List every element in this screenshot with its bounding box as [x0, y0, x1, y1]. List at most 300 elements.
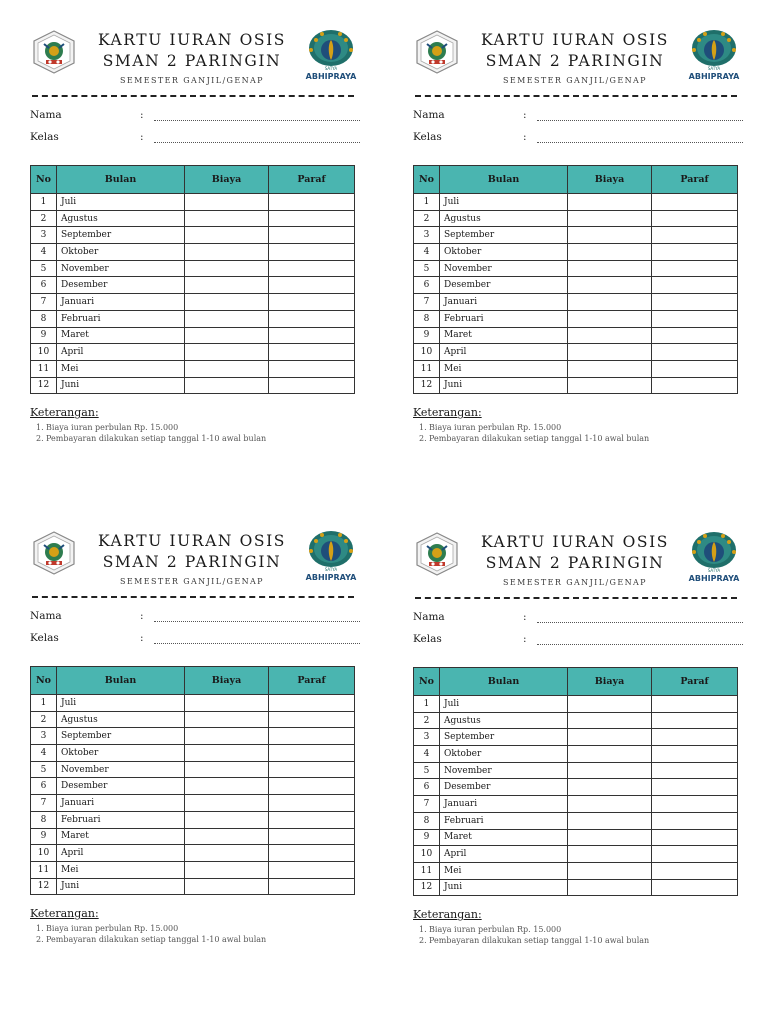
row-month: Oktober [57, 244, 185, 261]
row-biaya-cell[interactable] [568, 746, 652, 763]
row-biaya-cell[interactable] [568, 310, 652, 327]
row-biaya-cell[interactable] [185, 327, 269, 344]
row-number: 7 [31, 294, 57, 311]
row-biaya-cell[interactable] [568, 696, 652, 713]
nama-blank-line[interactable] [154, 120, 360, 121]
keterangan-item [413, 422, 669, 433]
header-biaya: Biaya [185, 166, 269, 194]
keterangan-item [30, 934, 286, 945]
row-biaya-cell[interactable] [568, 729, 652, 746]
field-kelas [30, 127, 360, 147]
row-number: 8 [31, 811, 57, 828]
row-number: 1 [414, 696, 440, 713]
table-row [414, 829, 738, 846]
row-number: 10 [414, 344, 440, 361]
table-row [31, 728, 355, 745]
row-month: Desember [57, 277, 185, 294]
row-biaya-cell[interactable] [185, 227, 269, 244]
row-number: 4 [31, 244, 57, 261]
field-nama [30, 606, 360, 626]
field-kelas [413, 127, 743, 147]
table-row [414, 712, 738, 729]
header-paraf: Paraf [269, 166, 355, 194]
row-biaya-cell[interactable] [185, 878, 269, 895]
logo-satya-text: SATYA [324, 66, 338, 71]
row-biaya-cell[interactable] [185, 745, 269, 762]
row-biaya-cell[interactable] [568, 779, 652, 796]
row-biaya-cell[interactable] [568, 762, 652, 779]
row-biaya-cell[interactable] [568, 712, 652, 729]
satya-abhipraya-logo-icon [685, 530, 743, 586]
identity-fields [30, 606, 360, 648]
row-paraf-cell[interactable] [269, 260, 355, 277]
row-number: 7 [31, 795, 57, 812]
kelas-blank-line[interactable] [537, 644, 743, 645]
row-paraf-cell[interactable] [269, 310, 355, 327]
row-number: 2 [31, 711, 57, 728]
row-paraf-cell[interactable] [652, 210, 738, 227]
card-header [30, 527, 360, 591]
row-number: 6 [414, 779, 440, 796]
row-paraf-cell[interactable] [269, 811, 355, 828]
field-label: Nama [30, 610, 62, 622]
row-paraf-cell[interactable] [652, 796, 738, 813]
row-paraf-cell[interactable] [269, 695, 355, 712]
nama-blank-line[interactable] [537, 120, 743, 121]
keterangan-number: 1. [36, 924, 44, 934]
row-paraf-cell[interactable] [269, 828, 355, 845]
table-row [31, 260, 355, 277]
row-paraf-cell[interactable] [269, 745, 355, 762]
row-number: 12 [31, 878, 57, 895]
row-paraf-cell[interactable] [269, 194, 355, 211]
table-row [414, 812, 738, 829]
row-biaya-cell[interactable] [568, 862, 652, 879]
table-row [414, 729, 738, 746]
row-biaya-cell[interactable] [185, 861, 269, 878]
logo-satya-text: SATYA [324, 567, 338, 572]
row-biaya-cell[interactable] [185, 377, 269, 394]
kelas-blank-line[interactable] [154, 643, 360, 644]
row-paraf-cell[interactable] [269, 711, 355, 728]
satya-abhipraya-logo-icon [302, 529, 360, 585]
payment-table [30, 666, 355, 895]
header-bulan: Bulan [57, 166, 185, 194]
dashed-separator [415, 95, 737, 97]
row-biaya-cell[interactable] [568, 796, 652, 813]
row-number: 11 [31, 861, 57, 878]
table-row [414, 377, 738, 394]
row-month: Februari [57, 310, 185, 327]
row-paraf-cell[interactable] [652, 829, 738, 846]
logo-abhipraya-text: ABHIPRAYA [305, 573, 357, 582]
row-paraf-cell[interactable] [652, 260, 738, 277]
row-number: 3 [414, 729, 440, 746]
row-number: 1 [31, 194, 57, 211]
row-month: Januari [440, 294, 568, 311]
row-number: 3 [414, 227, 440, 244]
keterangan-title: Keterangan: [413, 406, 482, 420]
row-biaya-cell[interactable] [568, 294, 652, 311]
row-biaya-cell[interactable] [185, 761, 269, 778]
row-month: Juni [440, 377, 568, 394]
keterangan-text: Pembayaran dilakukan setiap tanggal 1-10 awal bulan [46, 935, 267, 945]
title-line-2: SMAN 2 PARINGIN [102, 553, 282, 571]
row-month: April [440, 846, 568, 863]
row-month: Maret [440, 829, 568, 846]
header-biaya: Biaya [568, 668, 652, 696]
row-biaya-cell[interactable] [568, 377, 652, 394]
dashed-separator [32, 596, 354, 598]
row-paraf-cell[interactable] [652, 244, 738, 261]
row-month: Desember [440, 277, 568, 294]
row-biaya-cell[interactable] [185, 728, 269, 745]
table-row [414, 310, 738, 327]
row-biaya-cell[interactable] [185, 360, 269, 377]
field-label: Nama [30, 109, 62, 121]
school-emblem-icon [32, 531, 76, 575]
identity-fields [30, 105, 360, 147]
row-paraf-cell[interactable] [269, 210, 355, 227]
row-number: 9 [31, 327, 57, 344]
table-header-row [414, 668, 738, 696]
payment-table [413, 165, 738, 394]
keterangan-text: Pembayaran dilakukan setiap tanggal 1-10 awal bulan [46, 434, 267, 444]
semester-label: SEMESTER GANJIL/GENAP [120, 577, 264, 586]
row-number: 4 [31, 745, 57, 762]
table-row [414, 762, 738, 779]
card-header [413, 528, 743, 592]
row-number: 8 [31, 310, 57, 327]
row-month: November [440, 260, 568, 277]
row-month: Juli [440, 696, 568, 713]
table-header-row [31, 667, 355, 695]
table-row [414, 227, 738, 244]
row-paraf-cell[interactable] [652, 360, 738, 377]
row-month: Juni [440, 879, 568, 896]
keterangan-number: 1. [36, 423, 44, 433]
table-row [414, 294, 738, 311]
row-paraf-cell[interactable] [269, 728, 355, 745]
table-row [31, 878, 355, 895]
row-paraf-cell[interactable] [269, 878, 355, 895]
header-no: No [31, 667, 57, 695]
field-colon: : [140, 109, 144, 121]
row-paraf-cell[interactable] [652, 879, 738, 896]
row-number: 10 [414, 846, 440, 863]
semester-label: SEMESTER GANJIL/GENAP [503, 76, 647, 85]
row-biaya-cell[interactable] [185, 778, 269, 795]
row-paraf-cell[interactable] [652, 846, 738, 863]
row-number: 12 [414, 377, 440, 394]
kelas-blank-line[interactable] [537, 142, 743, 143]
card-header [413, 26, 743, 90]
table-row [414, 277, 738, 294]
row-month: April [57, 845, 185, 862]
row-number: 6 [31, 778, 57, 795]
row-month: Desember [57, 778, 185, 795]
row-paraf-cell[interactable] [652, 294, 738, 311]
field-kelas [413, 629, 743, 649]
row-paraf-cell[interactable] [652, 812, 738, 829]
keterangan-section [413, 908, 743, 946]
row-biaya-cell[interactable] [568, 829, 652, 846]
row-number: 11 [414, 360, 440, 377]
table-row [414, 260, 738, 277]
table-row [31, 745, 355, 762]
row-month: September [57, 227, 185, 244]
row-month: Desember [440, 779, 568, 796]
card-title [467, 30, 683, 85]
field-label: Nama [413, 611, 445, 623]
header-bulan: Bulan [440, 668, 568, 696]
logo-satya-text: SATYA [707, 66, 721, 71]
table-row [31, 277, 355, 294]
table-row [414, 779, 738, 796]
row-number: 2 [414, 712, 440, 729]
row-month: Oktober [440, 244, 568, 261]
row-paraf-cell[interactable] [269, 778, 355, 795]
field-colon: : [523, 109, 527, 121]
keterangan-section [30, 907, 360, 945]
field-colon: : [523, 633, 527, 645]
header-no: No [31, 166, 57, 194]
row-paraf-cell[interactable] [269, 294, 355, 311]
row-paraf-cell[interactable] [652, 277, 738, 294]
keterangan-number: 2. [419, 434, 427, 444]
row-number: 4 [414, 746, 440, 763]
keterangan-text: Pembayaran dilakukan setiap tanggal 1-10 awal bulan [429, 434, 650, 444]
row-month: Mei [57, 861, 185, 878]
row-month: Juli [440, 194, 568, 211]
field-nama [30, 105, 360, 125]
row-paraf-cell[interactable] [269, 344, 355, 361]
row-biaya-cell[interactable] [568, 846, 652, 863]
row-paraf-cell[interactable] [652, 779, 738, 796]
table-row [31, 194, 355, 211]
table-row [414, 846, 738, 863]
satya-abhipraya-logo-icon [685, 28, 743, 84]
header-bulan: Bulan [440, 166, 568, 194]
keterangan-section [30, 406, 360, 444]
row-month: September [440, 227, 568, 244]
row-biaya-cell[interactable] [568, 812, 652, 829]
row-number: 8 [414, 812, 440, 829]
kelas-blank-line[interactable] [154, 142, 360, 143]
field-label: Kelas [30, 632, 59, 644]
title-line-1: KARTU IURAN OSIS [97, 31, 287, 49]
row-paraf-cell[interactable] [269, 244, 355, 261]
keterangan-text: Biaya iuran perbulan Rp. 15.000 [429, 925, 562, 935]
row-biaya-cell[interactable] [185, 194, 269, 211]
row-month: Juli [57, 695, 185, 712]
row-month: Maret [57, 327, 185, 344]
table-row [414, 796, 738, 813]
row-number: 1 [414, 194, 440, 211]
table-row [31, 294, 355, 311]
header-no: No [414, 166, 440, 194]
row-paraf-cell[interactable] [269, 761, 355, 778]
table-row [31, 210, 355, 227]
row-month: Februari [440, 310, 568, 327]
table-row [414, 879, 738, 896]
nama-blank-line[interactable] [537, 622, 743, 623]
table-row [31, 795, 355, 812]
table-row [31, 778, 355, 795]
row-month: September [57, 728, 185, 745]
keterangan-number: 2. [36, 434, 44, 444]
row-paraf-cell[interactable] [269, 795, 355, 812]
row-month: Februari [57, 811, 185, 828]
table-header-row [414, 166, 738, 194]
keterangan-section [413, 406, 743, 444]
title-line-1: KARTU IURAN OSIS [480, 533, 670, 551]
title-line-2: SMAN 2 PARINGIN [485, 554, 665, 572]
row-biaya-cell[interactable] [568, 244, 652, 261]
keterangan-list [413, 422, 743, 444]
row-paraf-cell[interactable] [269, 360, 355, 377]
row-biaya-cell[interactable] [568, 360, 652, 377]
row-paraf-cell[interactable] [269, 327, 355, 344]
row-month: Oktober [57, 745, 185, 762]
title-line-2: SMAN 2 PARINGIN [102, 52, 282, 70]
row-number: 6 [31, 277, 57, 294]
table-row [31, 711, 355, 728]
header-paraf: Paraf [652, 668, 738, 696]
header-no: No [414, 668, 440, 696]
table-row [31, 377, 355, 394]
row-biaya-cell[interactable] [568, 227, 652, 244]
table-row [31, 327, 355, 344]
row-biaya-cell[interactable] [185, 277, 269, 294]
row-paraf-cell[interactable] [269, 277, 355, 294]
row-paraf-cell[interactable] [652, 862, 738, 879]
keterangan-text: Biaya iuran perbulan Rp. 15.000 [46, 924, 179, 934]
keterangan-item [30, 923, 286, 934]
keterangan-list [413, 924, 743, 946]
keterangan-list [30, 923, 360, 945]
row-month: November [57, 260, 185, 277]
row-month: Januari [440, 796, 568, 813]
row-paraf-cell[interactable] [269, 845, 355, 862]
title-line-2: SMAN 2 PARINGIN [485, 52, 665, 70]
row-biaya-cell[interactable] [185, 260, 269, 277]
row-biaya-cell[interactable] [185, 695, 269, 712]
row-number: 1 [31, 695, 57, 712]
table-row [31, 244, 355, 261]
row-biaya-cell[interactable] [568, 277, 652, 294]
field-label: Kelas [413, 633, 442, 645]
row-biaya-cell[interactable] [185, 811, 269, 828]
row-month: Agustus [57, 711, 185, 728]
row-month: Mei [57, 360, 185, 377]
row-biaya-cell[interactable] [185, 344, 269, 361]
identity-fields [413, 607, 743, 649]
row-number: 12 [414, 879, 440, 896]
row-month: Maret [440, 327, 568, 344]
row-paraf-cell[interactable] [652, 194, 738, 211]
row-biaya-cell[interactable] [568, 344, 652, 361]
row-biaya-cell[interactable] [185, 310, 269, 327]
row-paraf-cell[interactable] [652, 762, 738, 779]
keterangan-number: 1. [419, 423, 427, 433]
row-month: Juni [57, 878, 185, 895]
row-paraf-cell[interactable] [269, 227, 355, 244]
row-month: Agustus [57, 210, 185, 227]
row-biaya-cell[interactable] [185, 795, 269, 812]
row-biaya-cell[interactable] [185, 294, 269, 311]
row-paraf-cell[interactable] [652, 310, 738, 327]
dashed-separator [415, 597, 737, 599]
row-biaya-cell[interactable] [568, 879, 652, 896]
semester-label: SEMESTER GANJIL/GENAP [503, 578, 647, 587]
identity-fields [413, 105, 743, 147]
row-number: 6 [414, 277, 440, 294]
row-month: Agustus [440, 210, 568, 227]
row-paraf-cell[interactable] [652, 696, 738, 713]
keterangan-item [413, 433, 669, 444]
row-paraf-cell[interactable] [652, 377, 738, 394]
card-title [84, 30, 300, 85]
keterangan-title: Keterangan: [413, 908, 482, 922]
row-paraf-cell[interactable] [652, 746, 738, 763]
card-title [467, 532, 683, 587]
nama-blank-line[interactable] [154, 621, 360, 622]
row-biaya-cell[interactable] [185, 845, 269, 862]
field-colon: : [523, 611, 527, 623]
table-row [414, 746, 738, 763]
row-biaya-cell[interactable] [568, 194, 652, 211]
row-paraf-cell[interactable] [652, 227, 738, 244]
row-month: November [57, 761, 185, 778]
table-row [414, 344, 738, 361]
payment-card-1 [30, 26, 360, 496]
row-biaya-cell[interactable] [185, 828, 269, 845]
keterangan-item [30, 433, 286, 444]
header-biaya: Biaya [185, 667, 269, 695]
keterangan-number: 2. [419, 936, 427, 946]
row-biaya-cell[interactable] [185, 244, 269, 261]
row-biaya-cell[interactable] [568, 210, 652, 227]
keterangan-text: Pembayaran dilakukan setiap tanggal 1-10 awal bulan [429, 936, 650, 946]
row-number: 7 [414, 796, 440, 813]
header-bulan: Bulan [57, 667, 185, 695]
field-label: Kelas [413, 131, 442, 143]
row-number: 7 [414, 294, 440, 311]
keterangan-title: Keterangan: [30, 406, 99, 420]
table-row [31, 227, 355, 244]
table-row [414, 360, 738, 377]
row-number: 9 [414, 829, 440, 846]
table-row [31, 845, 355, 862]
row-paraf-cell[interactable] [269, 861, 355, 878]
row-paraf-cell[interactable] [652, 712, 738, 729]
table-row [414, 244, 738, 261]
row-paraf-cell[interactable] [652, 327, 738, 344]
row-biaya-cell[interactable] [568, 260, 652, 277]
row-biaya-cell[interactable] [185, 711, 269, 728]
row-number: 5 [31, 260, 57, 277]
header-paraf: Paraf [652, 166, 738, 194]
row-paraf-cell[interactable] [652, 729, 738, 746]
row-number: 2 [414, 210, 440, 227]
row-paraf-cell[interactable] [269, 377, 355, 394]
row-paraf-cell[interactable] [652, 344, 738, 361]
row-number: 10 [31, 344, 57, 361]
school-emblem-icon [415, 30, 459, 74]
row-biaya-cell[interactable] [185, 210, 269, 227]
row-biaya-cell[interactable] [568, 327, 652, 344]
